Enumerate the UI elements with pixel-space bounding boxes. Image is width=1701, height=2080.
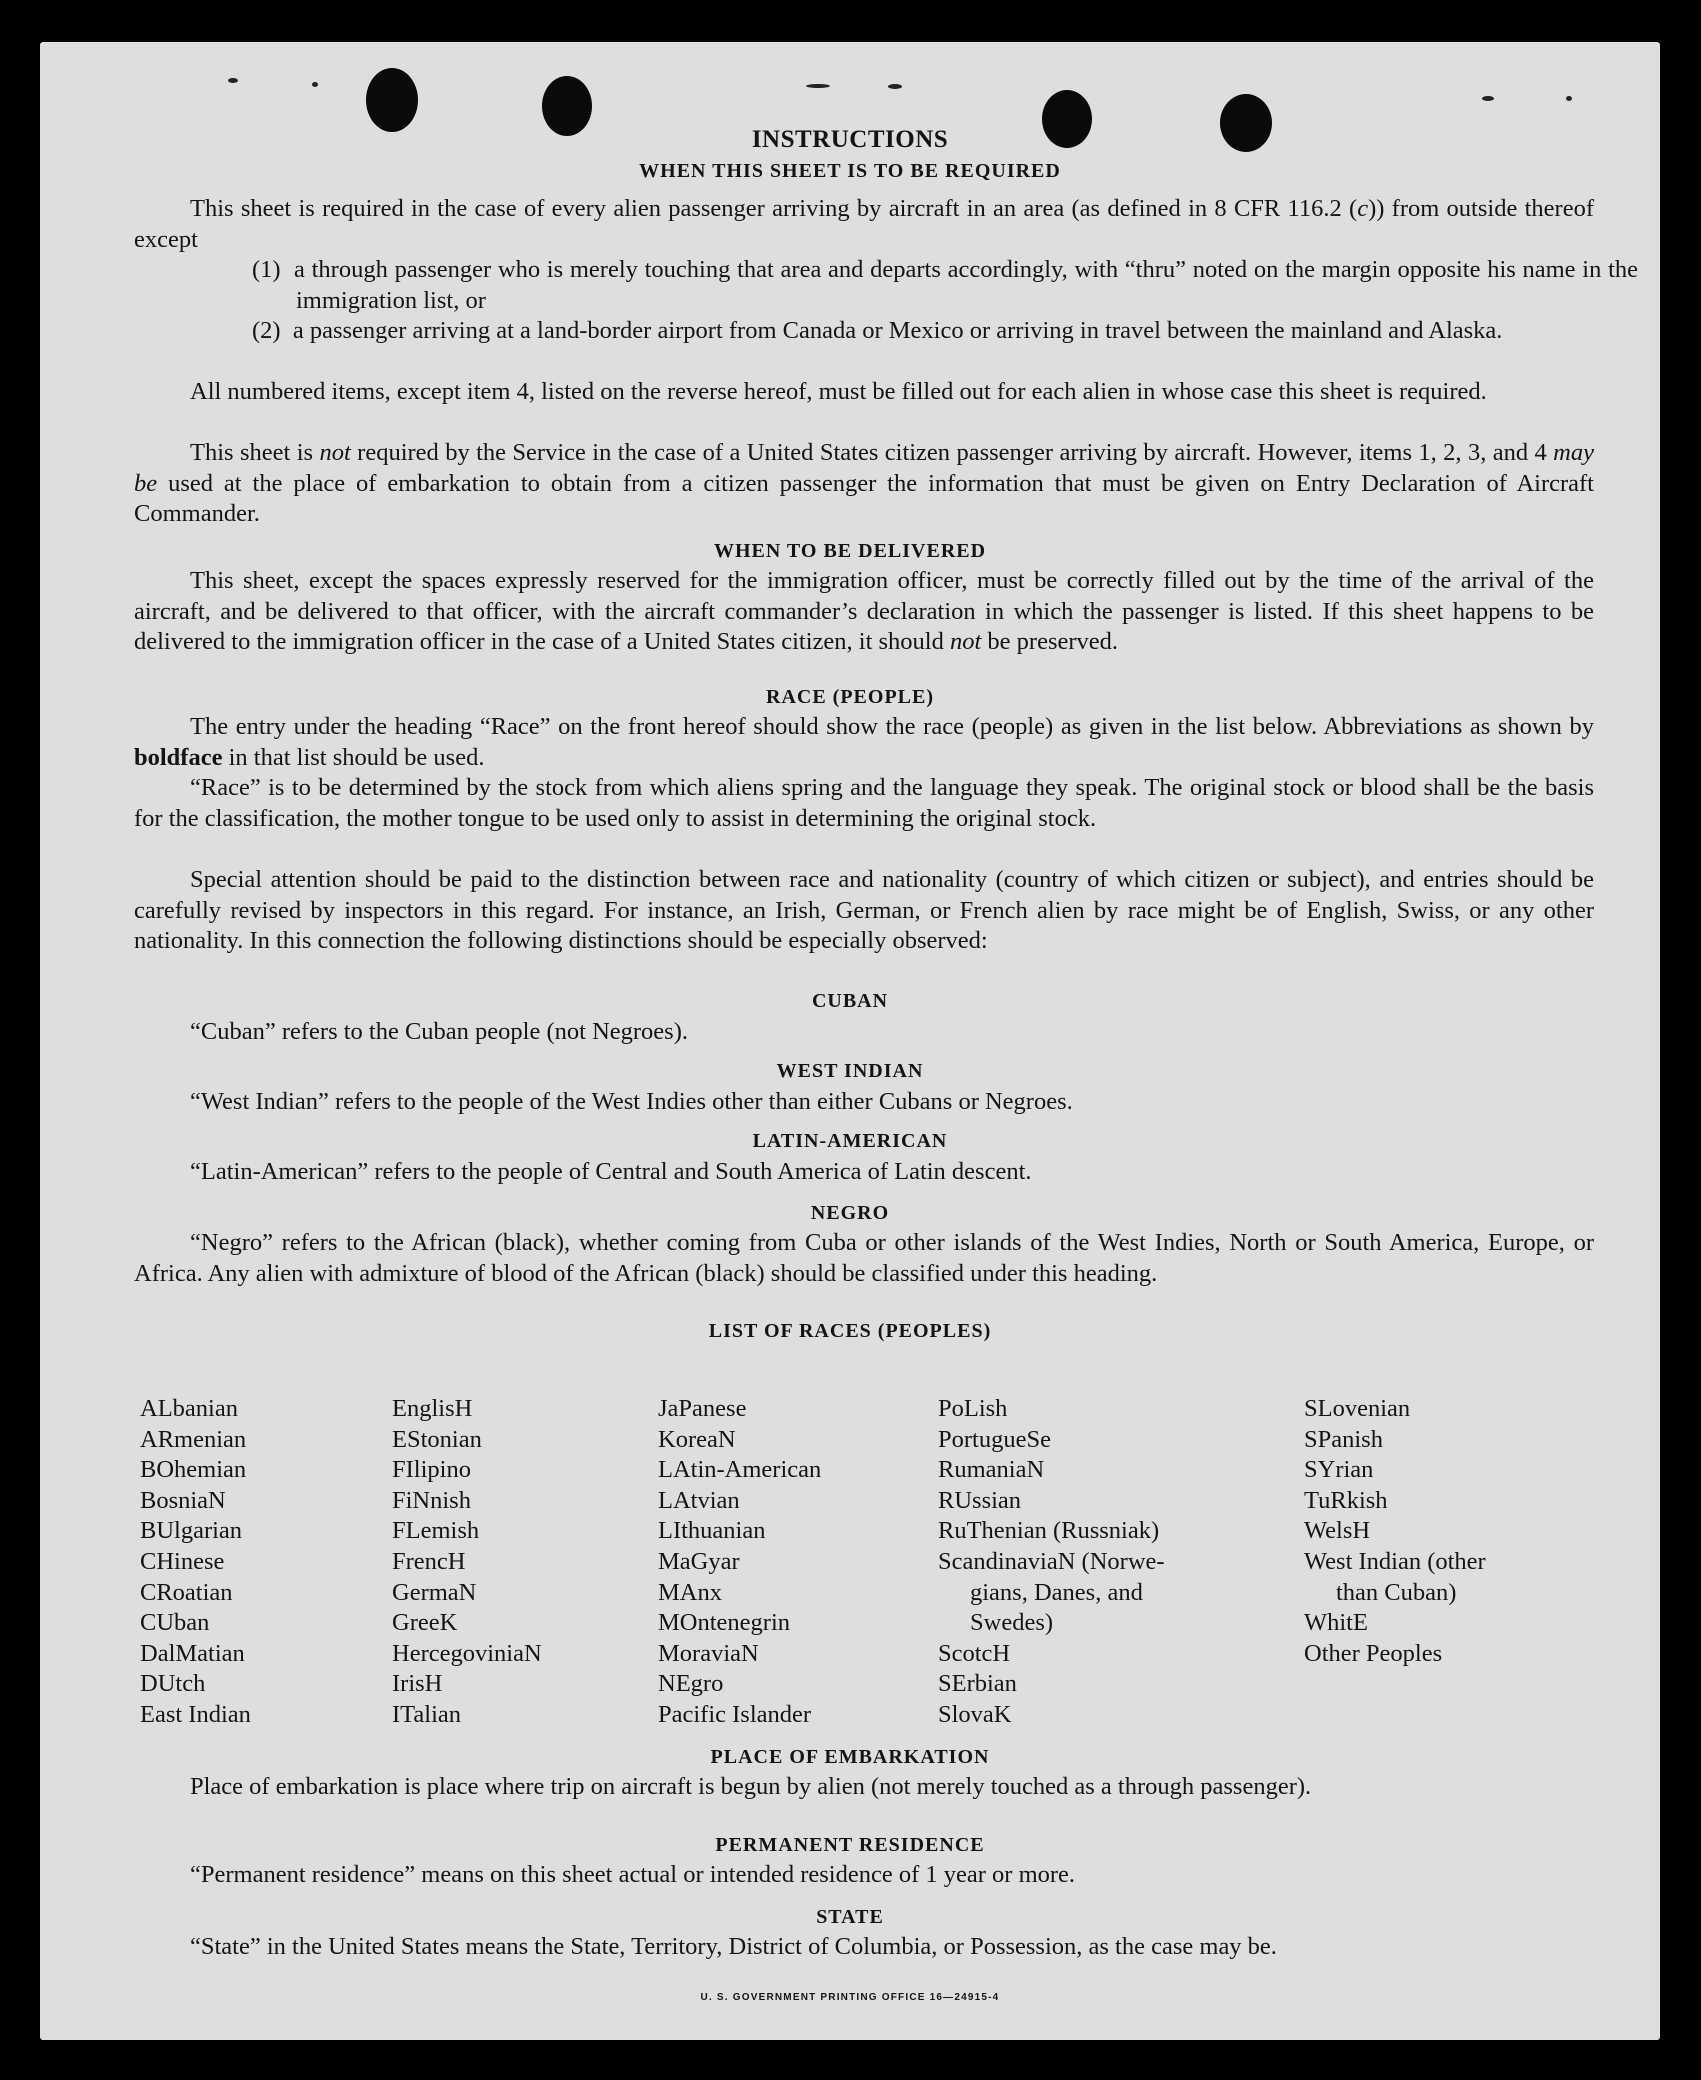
race-entry: West Indian (other xyxy=(1304,1547,1486,1575)
race-entry: FrencH xyxy=(392,1547,466,1575)
race-entry: SPanish xyxy=(1304,1425,1383,1453)
paragraph-delivered: This sheet, except the spaces expressly reserved for the immigration officer, must be correctly filled out by the time of the arrival of the aircraft, and be delivered to that officer, with the aircraft commander’s declaration in which the passenger is listed. If this sheet happens to be delivered to the immigration officer in the case of a United States citizen, it should not be preserved. xyxy=(134,567,1594,655)
race-entry: FiNnish xyxy=(392,1486,471,1514)
paper-speck xyxy=(1566,96,1572,101)
race-entry: Swedes) xyxy=(970,1609,1054,1637)
list-item-2: (2) a passenger arriving at a land-border airport from Canada or Mexico or arriving in travel between the mainland and Alaska. xyxy=(252,317,1503,344)
race-entry: HercegoviniaN xyxy=(392,1639,542,1667)
section-heading-race: RACE (PEOPLE) xyxy=(766,686,934,708)
race-entry: JaPanese xyxy=(658,1395,747,1422)
race-entry: gians, Danes, and xyxy=(970,1578,1143,1606)
race-entry: MaGyar xyxy=(658,1547,740,1575)
races-column-2 xyxy=(392,1394,542,1731)
race-entry: SLovenian xyxy=(1304,1395,1411,1422)
race-entry: FLemish xyxy=(392,1517,480,1545)
race-entry: PoLish xyxy=(938,1395,1008,1422)
race-entry: CHinese xyxy=(140,1547,225,1575)
paragraph-citizen: This sheet is not required by the Service in the case of a United States citizen passenger arriving by aircraft. However, items 1, 2, 3, and 4 may be used at the place of embarkation to obtain from a citizen passenger the information that must be given on Entry Declaration of Aircraft Commander. xyxy=(134,439,1594,527)
race-entry: DalMatian xyxy=(140,1639,245,1667)
race-entry: FIlipino xyxy=(392,1456,471,1484)
race-entry: CUban xyxy=(140,1609,210,1637)
section-heading-when-required: WHEN THIS SHEET IS TO BE REQUIRED xyxy=(639,160,1061,182)
race-entry: WhitE xyxy=(1304,1609,1368,1637)
section-heading-negro: NEGRO xyxy=(810,1202,890,1224)
race-entry: ScandinaviaN (Norwe- xyxy=(938,1547,1165,1575)
section-heading-west-indian: WEST INDIAN xyxy=(776,1060,924,1082)
race-entry: MoraviaN xyxy=(658,1639,759,1667)
punch-hole xyxy=(366,68,418,132)
race-entry: TuRkish xyxy=(1304,1486,1388,1514)
race-entry: KoreaN xyxy=(658,1425,736,1453)
paper-speck xyxy=(312,82,318,87)
section-heading-latin-american: LATIN-AMERICAN xyxy=(752,1130,948,1152)
race-entry: GermaN xyxy=(392,1578,477,1606)
printer-imprint: U. S. GOVERNMENT PRINTING OFFICE 16—24915-4 xyxy=(700,1992,1000,2003)
race-entry: GreeK xyxy=(392,1609,458,1637)
race-entry: EnglisH xyxy=(392,1395,473,1422)
race-entry: than Cuban) xyxy=(1336,1578,1457,1606)
race-entry: MAnx xyxy=(658,1578,722,1606)
race-entry: SErbian xyxy=(938,1670,1017,1698)
races-column-3 xyxy=(658,1394,821,1731)
paper-speck xyxy=(806,84,830,88)
paragraph-race-stock: “Race” is to be determined by the stock from which aliens spring and the language they speak. The original stock or blood shall be the basis for the classification, the mother tongue to be used only to assist in determining the original stock. xyxy=(134,774,1594,832)
section-heading-embarkation: PLACE OF EMBARKATION xyxy=(710,1746,990,1768)
race-entry: ScotcH xyxy=(938,1639,1011,1667)
race-entry: ALbanian xyxy=(140,1395,238,1422)
race-entry: RUssian xyxy=(938,1486,1022,1514)
paragraph-embarkation: Place of embarkation is place where trip on aircraft is begun by alien (not merely touched as a through passenger). xyxy=(190,1773,1312,1800)
race-entry: RuThenian (Russniak) xyxy=(938,1517,1160,1545)
race-entry: BOhemian xyxy=(140,1456,247,1484)
race-entry: SlovaK xyxy=(938,1700,1012,1728)
paragraph-residence: “Permanent residence” means on this sheet actual or intended residence of 1 year or more. xyxy=(190,1861,1076,1888)
page-title: INSTRUCTIONS xyxy=(751,126,949,153)
race-entry: LAtin-American xyxy=(658,1456,822,1484)
race-entry: BUlgarian xyxy=(140,1517,243,1545)
races-column-5 xyxy=(1304,1394,1486,1669)
race-entry: EStonian xyxy=(392,1425,482,1453)
race-entry: BosniaN xyxy=(140,1486,226,1514)
paper-speck xyxy=(1482,96,1494,101)
document-sheet xyxy=(40,42,1660,2040)
paragraph-race-entry: The entry under the heading “Race” on the front hereof should show the race (people) as given in the list below. Abbreviations as shown by boldface in that list should be used. xyxy=(134,713,1594,771)
paragraph-numbered-items: All numbered items, except item 4, listed on the reverse hereof, must be filled out for each alien in whose case this sheet is required. xyxy=(190,378,1487,405)
race-entry: WelsH xyxy=(1304,1517,1371,1545)
race-entry: ITalian xyxy=(392,1700,462,1728)
paragraph-required: This sheet is required in the case of every alien passenger arriving by aircraft in an area (as defined in 8 CFR 116.2 (c)) from outside thereof except xyxy=(134,195,1594,253)
section-heading-cuban: CUBAN xyxy=(811,990,889,1012)
race-entry: LAtvian xyxy=(658,1486,740,1514)
list-item-1: (1) a through passenger who is merely touching that area and departs accordingly, with “thru” noted on the margin opposite his name in the immigration list, or xyxy=(252,256,1638,314)
race-entry: SYrian xyxy=(1304,1456,1374,1484)
race-entry: PortugueSe xyxy=(938,1425,1051,1453)
race-entry: RumaniaN xyxy=(938,1456,1045,1484)
section-heading-state: STATE xyxy=(816,1906,884,1928)
race-entry: NEgro xyxy=(658,1670,724,1698)
paragraph-cuban: “Cuban” refers to the Cuban people (not Negroes). xyxy=(190,1018,688,1045)
paragraph-race-distinction: Special attention should be paid to the distinction between race and nationality (country of which citizen or subject), and entries should be carefully revised by inspectors in this regard. For instance, an Irish, German, or French alien by race might be of English, Swiss, or any other nationality. In this connection the following distinctions should be especially observed: xyxy=(134,866,1594,954)
race-entry: IrisH xyxy=(392,1670,443,1698)
paragraph-state: “State” in the United States means the State, Territory, District of Columbia, or Possession, as the case may be. xyxy=(190,1933,1277,1960)
race-entry: CRoatian xyxy=(140,1578,233,1606)
race-entry: MOntenegrin xyxy=(658,1609,790,1637)
paper-speck xyxy=(888,84,902,89)
race-entry: Other Peoples xyxy=(1304,1639,1443,1667)
paragraph-west-indian: “West Indian” refers to the people of the West Indies other than either Cubans or Negroes. xyxy=(190,1088,1073,1115)
paper-speck xyxy=(228,78,238,83)
paragraph-negro: “Negro” refers to the African (black), whether coming from Cuba or other islands of the West Indies, North or South America, Europe, or Africa. Any alien with admixture of blood of the African (black) should be classified under this heading. xyxy=(134,1229,1594,1287)
race-entry: East Indian xyxy=(140,1700,251,1728)
race-entry: Pacific Islander xyxy=(658,1700,812,1728)
paragraph-latin-american: “Latin-American” refers to the people of Central and South America of Latin descent. xyxy=(190,1158,1032,1185)
race-entry: LIthuanian xyxy=(658,1517,766,1545)
race-entry: ARmenian xyxy=(140,1425,247,1453)
section-heading-list-of-races: LIST OF RACES (PEOPLES) xyxy=(708,1320,992,1342)
section-heading-when-delivered: WHEN TO BE DELIVERED xyxy=(713,540,987,562)
races-column-1 xyxy=(140,1394,251,1731)
race-entry: DUtch xyxy=(140,1670,206,1698)
section-heading-residence: PERMANENT RESIDENCE xyxy=(715,1834,985,1856)
races-column-4 xyxy=(938,1394,1165,1731)
